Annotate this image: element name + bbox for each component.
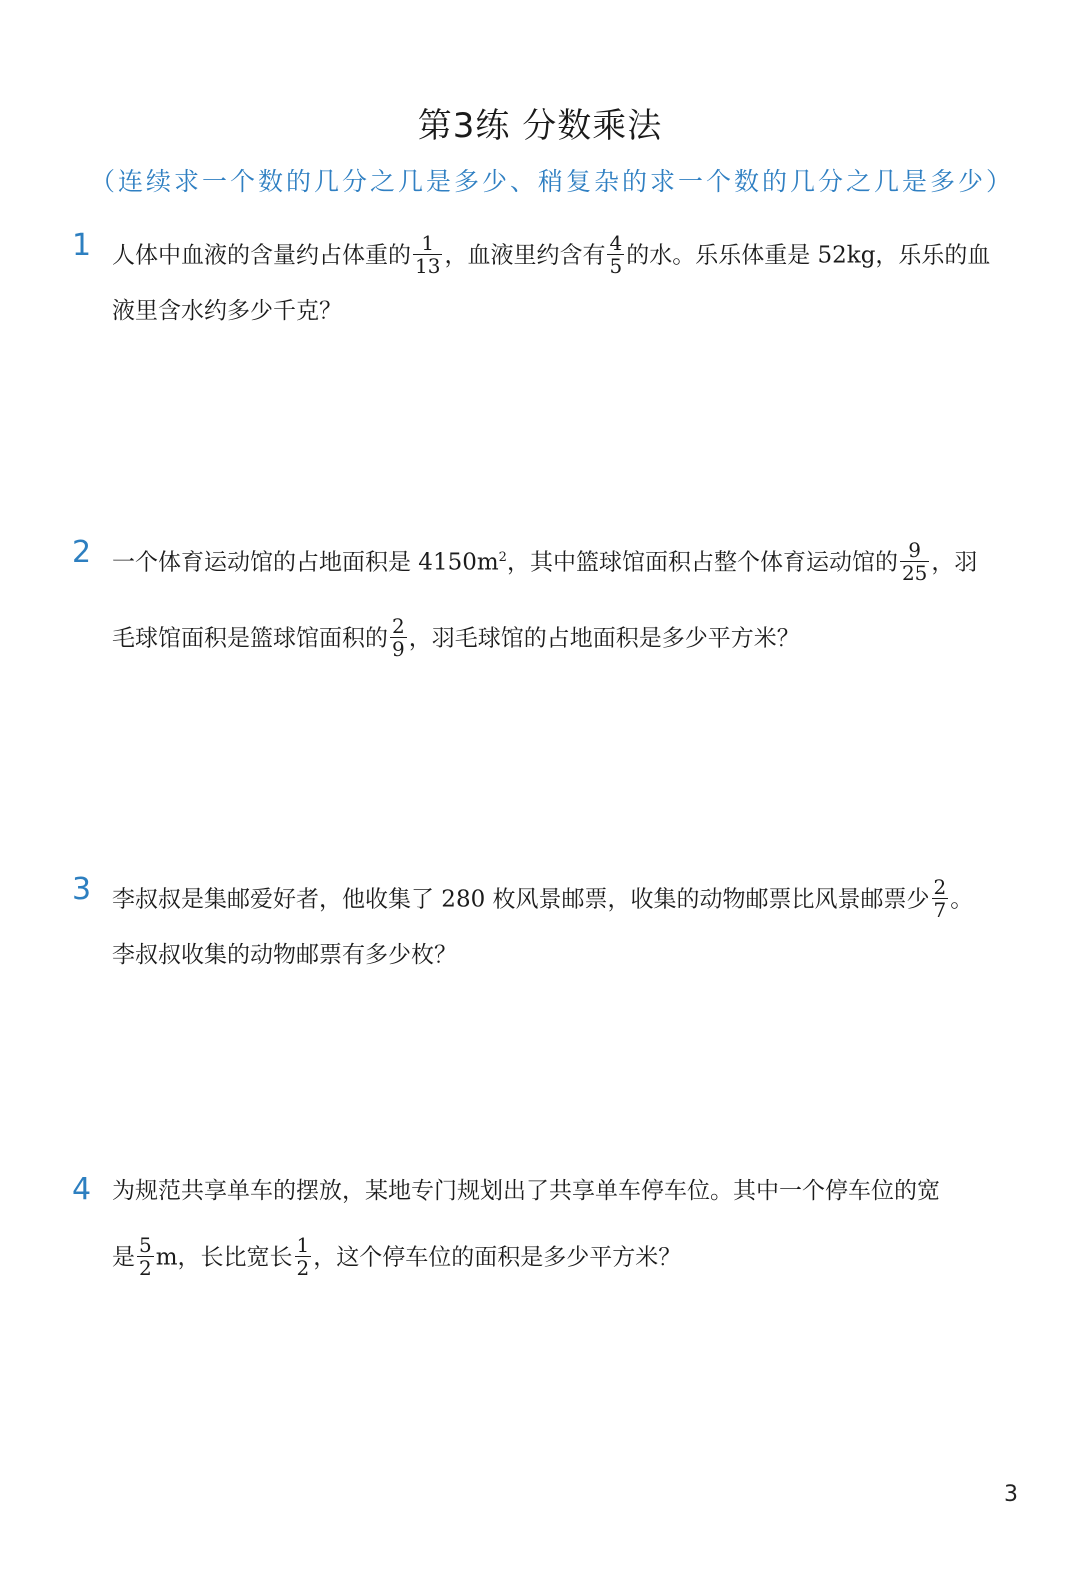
problem-text: ，这个停车位的面积是多少平方米？ [313, 1244, 682, 1271]
numerator: 2 [392, 614, 405, 638]
problem-3-line-1 [112, 875, 974, 923]
denominator: 7 [933, 898, 947, 922]
fraction [900, 539, 929, 584]
problem-text: ，羽毛球馆的占地面积是多少平方米？ [408, 625, 800, 652]
problem-4-line-2 [112, 1233, 682, 1281]
problem-text: 李叔叔收集的动物邮票有多少枚？ [112, 942, 457, 968]
denominator: 5 [609, 254, 623, 278]
problem-text: 的水。乐乐体重是 52kg，乐乐的血 [626, 242, 991, 269]
numerator: 1 [413, 232, 442, 255]
numerator: 2 [933, 875, 947, 899]
problem-number: 3 [72, 872, 92, 907]
fraction [607, 232, 624, 277]
page-subtitle: （连续求一个数的几分之几是多少、稍复杂的求一个数的几分之几是多少） [89, 167, 1014, 196]
problem-text: 一个体育运动馆的占地面积是 4150m [112, 549, 499, 576]
superscript: 2 [498, 549, 507, 565]
problem-text: m，长比宽长 [155, 1244, 293, 1271]
numerator: 1 [296, 1233, 310, 1257]
problem-number: 1 [72, 228, 92, 263]
problem-text: 人体中血液的含量约占体重的 [112, 242, 411, 269]
problem-text: 李叔叔是集邮爱好者，他收集了 280 枚风景邮票，收集的动物邮票比风景邮票少 [112, 886, 930, 913]
problem-3-line-2 [112, 940, 457, 970]
denominator: 2 [296, 1256, 310, 1280]
problem-1-line-2 [112, 296, 342, 326]
problem-text: 毛球馆面积是篮球馆面积的 [112, 625, 388, 652]
numerator: 4 [609, 231, 623, 255]
problem-text: ，羽 [931, 549, 978, 576]
denominator: 13 [415, 254, 441, 278]
denominator: 2 [139, 1256, 152, 1280]
denominator: 25 [901, 561, 928, 585]
problem-text: 。 [950, 886, 974, 913]
problem-2-line-2 [112, 614, 800, 662]
page-number: 3 [1004, 1482, 1018, 1507]
fraction [295, 1234, 312, 1279]
problem-2-line-1 [112, 538, 978, 586]
problem-text: ，血液里约含有 [444, 242, 606, 269]
fraction [390, 615, 407, 660]
problem-text: ，其中篮球馆面积占整个体育运动馆的 [506, 549, 898, 576]
fraction [137, 1234, 154, 1279]
problem-1-line-1 [112, 231, 991, 279]
fraction [413, 232, 442, 277]
numerator: 9 [900, 539, 929, 562]
problem-text: 是 [112, 1244, 135, 1271]
problem-text: 液里含水约多少千克？ [112, 298, 342, 324]
problem-text: 为规范共享单车的摆放，某地专门规划出了共享单车停车位。其中一个停车位的宽 [112, 1178, 940, 1204]
page-title: 第3练 分数乘法 [417, 106, 663, 146]
numerator: 5 [139, 1233, 152, 1257]
fraction [932, 876, 949, 921]
problem-number: 4 [72, 1172, 92, 1207]
problem-number: 2 [72, 535, 92, 570]
problem-4-line-1 [112, 1176, 940, 1206]
denominator: 9 [392, 637, 405, 661]
